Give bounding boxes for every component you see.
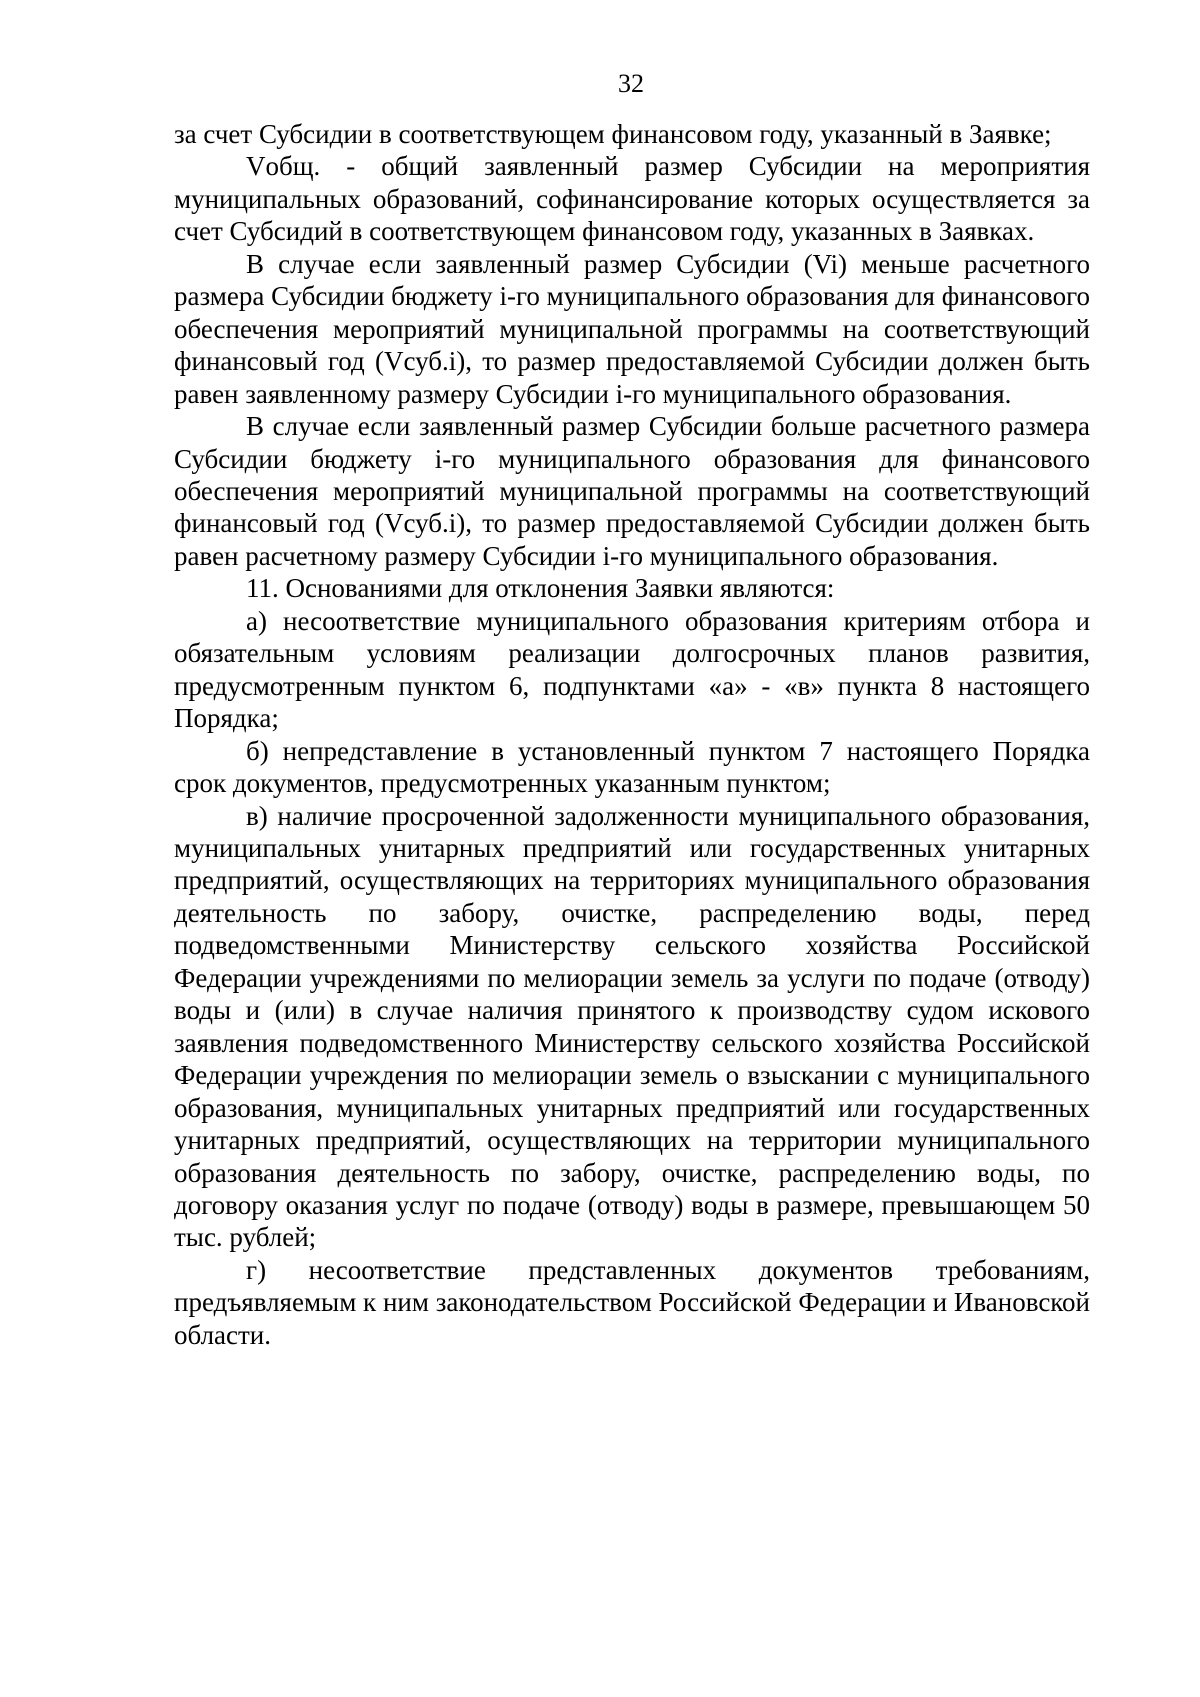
- paragraph-rejection-grounds-heading: 11. Основаниями для отклонения Заявки являются:: [246, 573, 835, 604]
- paragraph-rejection-ground-b: б) непредставление в установленный пунктом 7 настоящего Порядка срок документов, предусмотренных указанным пунктом;: [174, 735, 1090, 799]
- paragraph-rejection-ground-a: а) несоответствие муниципального образования критериям отбора и обязательным условиям реализации долгосрочных планов развития, предусмотренным пунктом 6, подпунктами «а» - «в» пункта 8 настоящего Порядка;: [174, 605, 1090, 734]
- paragraph-requested-less-than-calculated: В случае если заявленный размер Субсидии (Vi) меньше расчетного размера Субсидии бюджету i-го муниципального образования для финансового обеспечения мероприятий муниципальной программы на соответствующий финансовый год (Vсуб.i), то размер предоставляемой Субсидии должен быть равен заявленному размеру Субсидии i-го муниципального образования.: [174, 248, 1090, 409]
- paragraph-rejection-ground-v: в) наличие просроченной задолженности муниципального образования, муниципальных унитарных предприятий или государственных унитарных предприятий, осуществляющих на территориях муниципального образования деятельность по забору, очистке, распределению воды, перед подведомственными Министерству сельского хозяйства Российской Федерации учреждениями по мелиорации земель за услуги по подаче (отводу) воды и (или) в случае наличия принятого к производству судом искового заявления подведомственного Министерству сельского хозяйства Российской Федерации учреждения по мелиорации земель о взыскании с муниципального образования, муниципальных унитарных предприятий или государственных унитарных предприятий, осуществляющих на территории муниципального образования деятельность по забору, очистке, распределению воды, по договору оказания услуг по подаче (отводу) воды в размере, превышающем 50 тыс. рублей;: [174, 800, 1090, 1253]
- document-body: [174, 118, 1090, 1351]
- paragraph-subsidy-year-continuation: за счет Субсидии в соответствующем финансовом году, указанный в Заявке;: [174, 119, 1052, 149]
- paragraph-requested-more-than-calculated: В случае если заявленный размер Субсидии больше расчетного размера Субсидии бюджету i-го муниципального образования для финансового обеспечения мероприятий муниципальной программы на соответствующий финансовый год (Vсуб.i), то размер предоставляемой Субсидии должен быть равен расчетному размеру Субсидии i-го муниципального образования.: [174, 411, 1090, 571]
- paragraph-rejection-ground-g: г) несоответствие представленных документов требованиям, предъявляемым к ним законодательством Российской Федерации и Ивановской области.: [174, 1254, 1090, 1350]
- page-number: 32: [618, 69, 644, 98]
- paragraph-v-total-definition: Vобщ. - общий заявленный размер Субсидии на мероприятия муниципальных образований, софинансирование которых осуществляется за счет Субсидий в соответствующем финансовом году, указанных в Заявках.: [174, 151, 1090, 247]
